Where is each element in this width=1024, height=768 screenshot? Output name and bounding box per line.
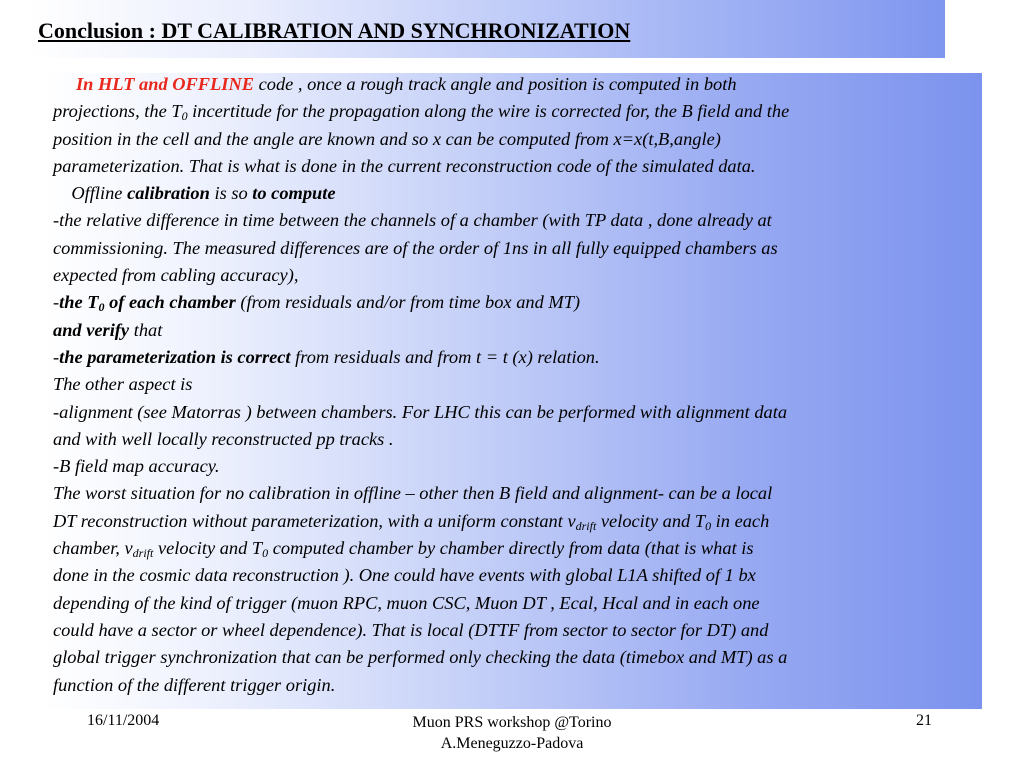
title-bar — [28, 0, 945, 58]
body-line-20: depending of the kind of trigger (muon RPC, muon CSC, Muon DT , Ecal, Hcal and in each one — [53, 592, 760, 613]
footer-workshop: Muon PRS workshop @Torino — [412, 714, 612, 731]
body-line-5: Offline calibration is so to compute — [71, 183, 336, 204]
body-line-18: chamber, $v_{drift}$ velocity and $T_0$ computed chamber by chamber directly from data (that is what is — [53, 538, 754, 561]
body-text — [53, 71, 978, 699]
page-number: 21 — [916, 712, 932, 729]
body-line-21: could have a sector or wheel dependence). That is local (DTTF from sector to sector for DT) and — [53, 619, 769, 640]
body-line-19: done in the cosmic data reconstruction ). One could have events with global L1A shifted of 1 bx — [53, 565, 756, 586]
body-line-8: expected from cabling accuracy), — [53, 265, 299, 286]
body-line-7: commissioning. The measured differences are of the order of 1ns in all fully equipped chambers as — [53, 237, 778, 258]
body-line-14: and with well locally reconstructed pp tracks . — [53, 428, 394, 449]
body-line-22: global trigger synchronization that can be performed only checking the data (timebox and MT) as a — [53, 647, 788, 668]
body-line-11: -the parameterization is correct from residuals and from t = t (x) relation. — [53, 346, 600, 367]
footer-author: A.Meneguzzo-Padova — [440, 735, 584, 752]
body-line-1: In HLT and OFFLINE code , once a rough track angle and position is computed in both — [76, 74, 737, 94]
body-line-13: -alignment (see Matorras ) between chambers. For LHC this can be performed with alignment data — [53, 401, 788, 422]
body-line-4: parameterization. That is what is done in the current reconstruction code of the simulated data. — [53, 155, 756, 176]
body-line-17: DT reconstruction without parameterization, with a uniform constant $v_{drift}$ velocity and $T_0$ in each — [53, 510, 770, 533]
body-line-15: -B field map accuracy. — [53, 456, 220, 477]
slide-title: Conclusion : DT CALIBRATION AND SYNCHRONIZATION — [38, 18, 631, 43]
body-line-2: projections, the $T_0$ incertitude for the propagation along the wire is corrected for, the B field and the — [53, 101, 790, 124]
body-line-12: The other aspect is — [53, 374, 193, 395]
body-line-9: -the $T_0$ of each chamber (from residuals and/or from time box and MT) — [53, 292, 581, 315]
footer-date: 16/11/2004 — [87, 712, 160, 729]
hlt-offline-highlight: In HLT and OFFLINE — [76, 74, 254, 94]
content-box — [42, 73, 982, 709]
body-line-6: -the relative difference in time between the channels of a chamber (with TP data , done already at — [53, 210, 772, 231]
footer-center — [362, 712, 662, 754]
body-line-10: and verify that — [53, 319, 163, 340]
body-line-16: The worst situation for no calibration in offline – other then B field and alignment- can be a local — [53, 483, 773, 504]
body-line-23: function of the different trigger origin. — [53, 674, 336, 695]
body-line-3: position in the cell and the angle are known and so x can be computed from x=x(t,B,angle) — [53, 128, 721, 149]
